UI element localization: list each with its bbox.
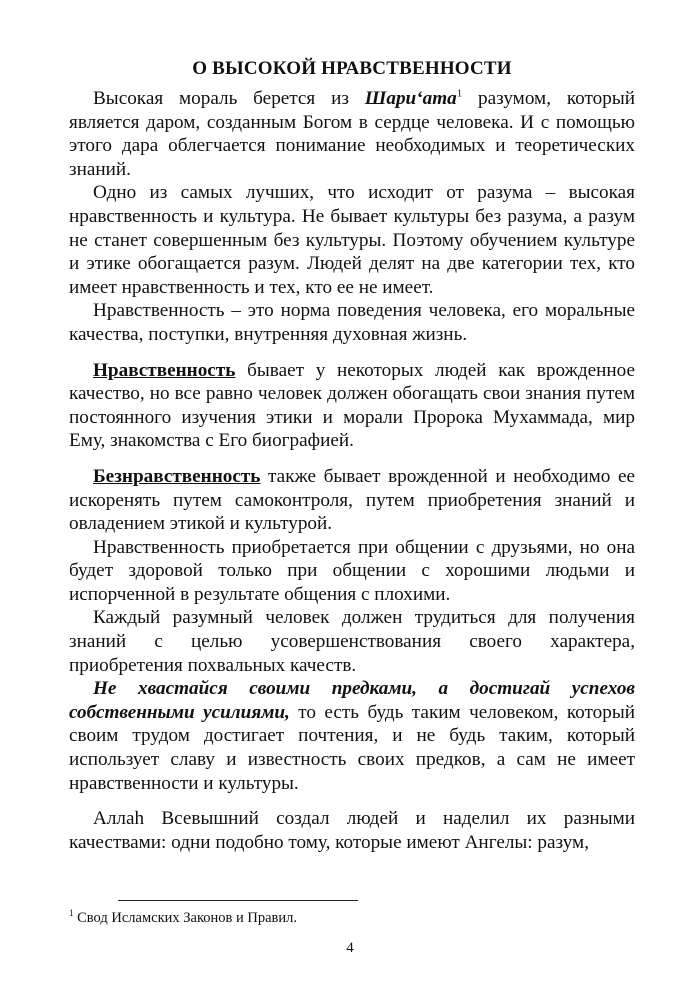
paragraph-1-after: разумом, который является даром, созданным Богом в сердце человека. И с помощью этого дара облегчается понимание необходимых и теоретических знаний. [69, 88, 635, 180]
paragraph-4-text: бывает у некоторых людей как врожденное качество, но все равно человек должен обогащать свои знания путем постоянного изучения этики и морали Пророка Мухаммада, мир Ему, знакомства с Его биографией. [69, 359, 635, 452]
ancestors-quote: Не хвастайся своими предками, а достигай успехов собственными усилиями, [69, 678, 635, 723]
paragraph-3: Нравственность – это норма поведения человека, его моральные качества, поступки, внутренняя духовная жизнь. [69, 300, 635, 345]
page-number: 4 [346, 940, 354, 956]
paragraph-6: Нравственность приобретается при общении с друзьями, но она будет здоровой только при общении с хорошими людьми и испорченной в результате общения с плохими. [69, 536, 635, 605]
paragraph-7: Каждый разумный человек должен трудиться для получения знаний с целью усовершенствования своего характера, приобретения похвальных качеств. [69, 607, 635, 676]
morality-term: Нравственность [93, 359, 236, 381]
footnote-divider [118, 900, 358, 901]
footnote [69, 910, 297, 927]
paragraph-5-text: также бывает врожденной и необходимо ее искоренять путем самоконтроля, путем приобретения знаний и овладением этикой и культурой. [69, 465, 635, 535]
paragraph-2: Одно из самых лучших, что исходит от разума – высокая нравственность и культура. Не бывает культуры без разума, а разум не станет совершенным без культуры. Поэтому обучением культуре и этике обогащается разум. Людей делят на две категории тех, кто имеет нравственность и тех, кто ее не имеет. [69, 182, 635, 298]
footnote-text: Свод Исламских Законов и Правил. [73, 910, 297, 926]
footnote-number: 1 [69, 908, 74, 919]
paragraph-1-before: Высокая мораль берется из [93, 88, 365, 109]
paragraph-8-text: то есть будь таким человеком, который своим трудом достигает почтения, и не будь таким, который использует славу и известность своих предков, а сам не имеет нравственности и культуры. [69, 701, 635, 794]
page-title: О ВЫСОКОЙ НРАВСТВЕННОСТИ [192, 58, 512, 79]
immorality-term: Безнравственность [93, 465, 261, 487]
footnote-ref[interactable]: 1 [456, 87, 463, 100]
paragraph-8 [69, 677, 635, 795]
paragraph-5 [69, 465, 635, 536]
paragraph-1 [69, 87, 635, 181]
paragraph-4 [69, 359, 635, 453]
page-body [69, 58, 635, 854]
paragraph-9: Аллаh Всевышний создал людей и наделил их разными качествами: одни подобно тому, которые имеют Ангелы: разум, [69, 808, 635, 853]
sharia-term: Шари‘ата [364, 88, 457, 109]
